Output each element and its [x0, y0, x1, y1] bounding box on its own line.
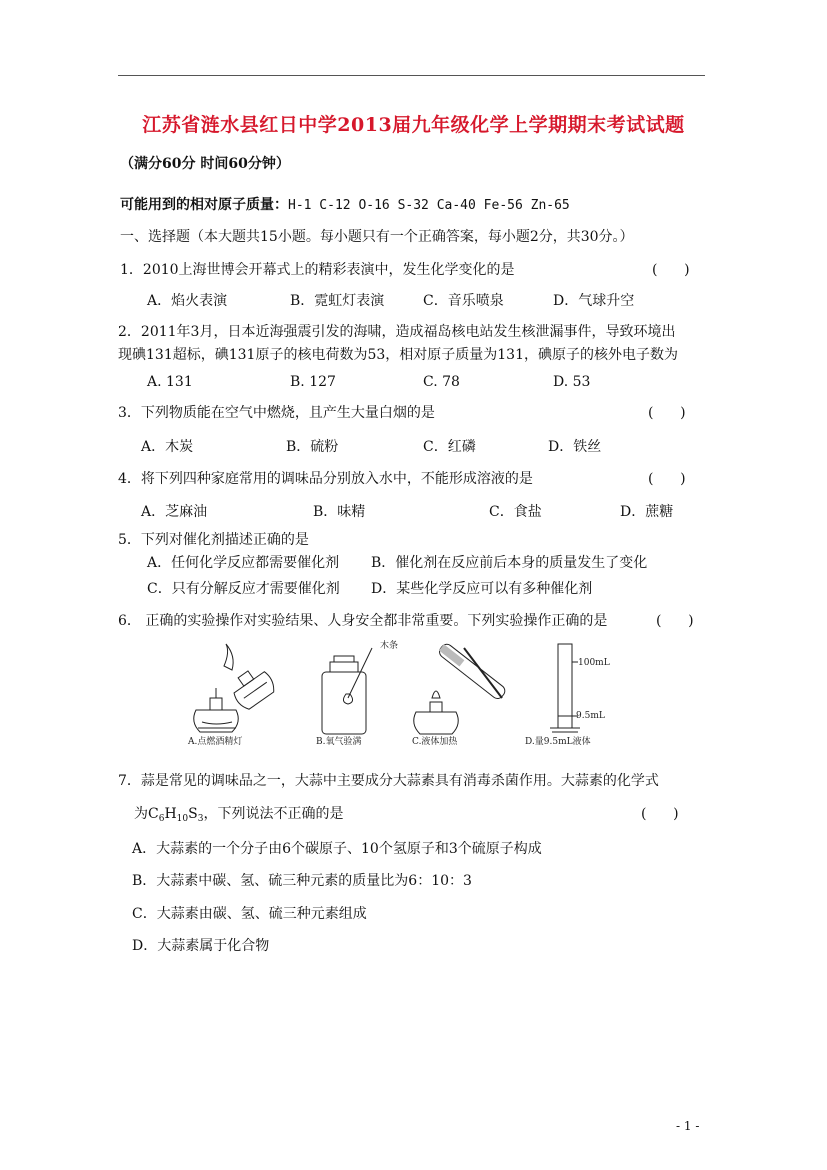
flame-icon [224, 644, 233, 670]
heating-lamp-icon [414, 712, 459, 734]
question-7-option-d: D．大蒜素属于化合物 [132, 938, 270, 954]
gas-bottle-icon [322, 672, 366, 734]
score-time-info: （满分60分 时间60分钟） [120, 156, 290, 172]
figure-b-caption: B.氧气验满 [316, 737, 362, 747]
lower-alcohol-lamp-body-icon [194, 710, 239, 732]
atomic-masses-values: H-1 C-12 O-16 S-32 Ca-40 Fe-56 Zn-65 [288, 198, 570, 213]
question-4-option-b: B．味精 [313, 504, 366, 520]
formula-sulfur: S [188, 806, 198, 822]
formula-carbon: C [148, 806, 159, 822]
question-3-answer-blank: ( ) [648, 405, 686, 421]
cylinder-bottom-mark: 9.5mL [576, 711, 605, 721]
question-1-option-b: B．霓虹灯表演 [290, 293, 385, 309]
header-rule [118, 75, 705, 76]
question-1-answer-blank: ( ) [652, 262, 690, 278]
question-4-option-c: C．食盐 [489, 504, 542, 520]
question-6-stem: 6． 正确的实验操作对实验结果、人身安全都非常重要。下列实验操作正确的是 [118, 613, 608, 629]
question-4-option-d: D．蔗糖 [620, 504, 674, 520]
question-4-answer-blank: ( ) [648, 471, 686, 487]
question-2-option-d: D. 53 [553, 374, 591, 390]
test-tube-holder-icon [464, 648, 502, 698]
formula-hydrogen-count: 10 [176, 814, 189, 824]
formula-carbon-count: 6 [158, 814, 165, 824]
atomic-masses-row [120, 196, 570, 215]
cylinder-icon [558, 644, 572, 728]
cylinder-top-mark: 100mL [578, 658, 610, 668]
question-7-stem-continued [134, 805, 343, 823]
formula [148, 806, 203, 822]
question-7-answer-blank: ( ) [641, 806, 679, 822]
question-6-answer-blank: ( ) [656, 613, 694, 629]
question-2-stem-continued: 现碘131超标，碘131原子的核电荷数为53，相对原子质量为131，碘原子的核外电子数为 [118, 347, 678, 363]
question-4-stem: 4．将下列四种家庭常用的调味品分别放入水中，不能形成溶液的是 [118, 471, 533, 487]
question-1-option-c: C．音乐喷泉 [423, 293, 504, 309]
question-7-stem: 7．蒜是常见的调味品之一，大蒜中主要成分大蒜素具有消毒杀菌作用。大蒜素的化学式 [118, 773, 659, 789]
question-2-stem: 2．2011年3月，日本近海强震引发的海啸，造成福岛核电站发生核泄漏事件，导致环境出 [118, 324, 676, 340]
section-one-heading: 一、选择题（本大题共15小题。每小题只有一个正确答案，每小题2分，共30分。） [120, 229, 634, 245]
question-5-option-b: B．催化剂在反应前后本身的质量发生了变化 [371, 555, 648, 571]
figure-c-caption: C.液体加热 [412, 737, 458, 747]
question-3-option-d: D．铁丝 [548, 439, 602, 455]
stem-prefix: 为 [134, 806, 148, 822]
question-1-option-a: A．焰火表演 [147, 293, 228, 309]
question-2-option-b: B. 127 [290, 374, 336, 390]
formula-sulfur-count: 3 [197, 814, 204, 824]
spark-icon [343, 694, 352, 704]
atomic-masses-label: 可能用到的相对原子质量： [120, 197, 288, 213]
stick-label: 木条 [380, 641, 399, 651]
question-2-option-c: C. 78 [423, 374, 460, 390]
question-3-option-b: B．硫粉 [286, 439, 339, 455]
question-5-option-d: D．某些化学反应可以有多种催化剂 [371, 581, 593, 597]
figure-a-lighting-alcohol-lamp [194, 644, 278, 732]
figure-c-liquid-heating [414, 642, 507, 734]
question-4-option-a: A．芝麻油 [141, 504, 208, 520]
question-5-option-a: A．任何化学反应都需要催化剂 [147, 555, 340, 571]
heating-flame-icon [432, 691, 440, 698]
question-5-stem: 5．下列对催化剂描述正确的是 [118, 532, 309, 548]
formula-hydrogen: H [164, 806, 177, 822]
question-5-option-c: C．只有分解反应才需要催化剂 [147, 581, 340, 597]
figure-a-caption: A.点燃酒精灯 [188, 737, 243, 747]
lab-operations-figure [180, 640, 720, 750]
question-3-option-a: A．木炭 [141, 439, 194, 455]
question-1-option-d: D．气球升空 [553, 293, 635, 309]
figure-d-caption: D.量9.5mL液体 [525, 737, 591, 747]
figure-b-oxygen-check [322, 648, 372, 734]
question-2-option-a: A. 131 [147, 374, 193, 390]
question-7-option-b: B．大蒜素中碳、氢、硫三种元素的质量比为6：10：3 [132, 873, 472, 889]
question-3-option-c: C．红磷 [423, 439, 476, 455]
page-number: - 1 - [676, 1119, 700, 1133]
stem-suffix: ，下列说法不正确的是 [203, 806, 344, 822]
question-7-option-a: A．大蒜素的一个分子由6个碳原子、10个氢原子和3个硫原子构成 [132, 841, 542, 857]
question-1-stem: 1．2010上海世博会开幕式上的精彩表演中，发生化学变化的是 [120, 262, 515, 278]
lamp-wick-holder-icon [210, 698, 222, 710]
question-3-stem: 3．下列物质能在空气中燃烧，且产生大量白烟的是 [118, 405, 435, 421]
question-7-option-c: C．大蒜素由碳、氢、硫三种元素组成 [132, 906, 367, 922]
exam-title: 江苏省涟水县红日中学2013届九年级化学上学期期末考试试题 [142, 114, 685, 136]
